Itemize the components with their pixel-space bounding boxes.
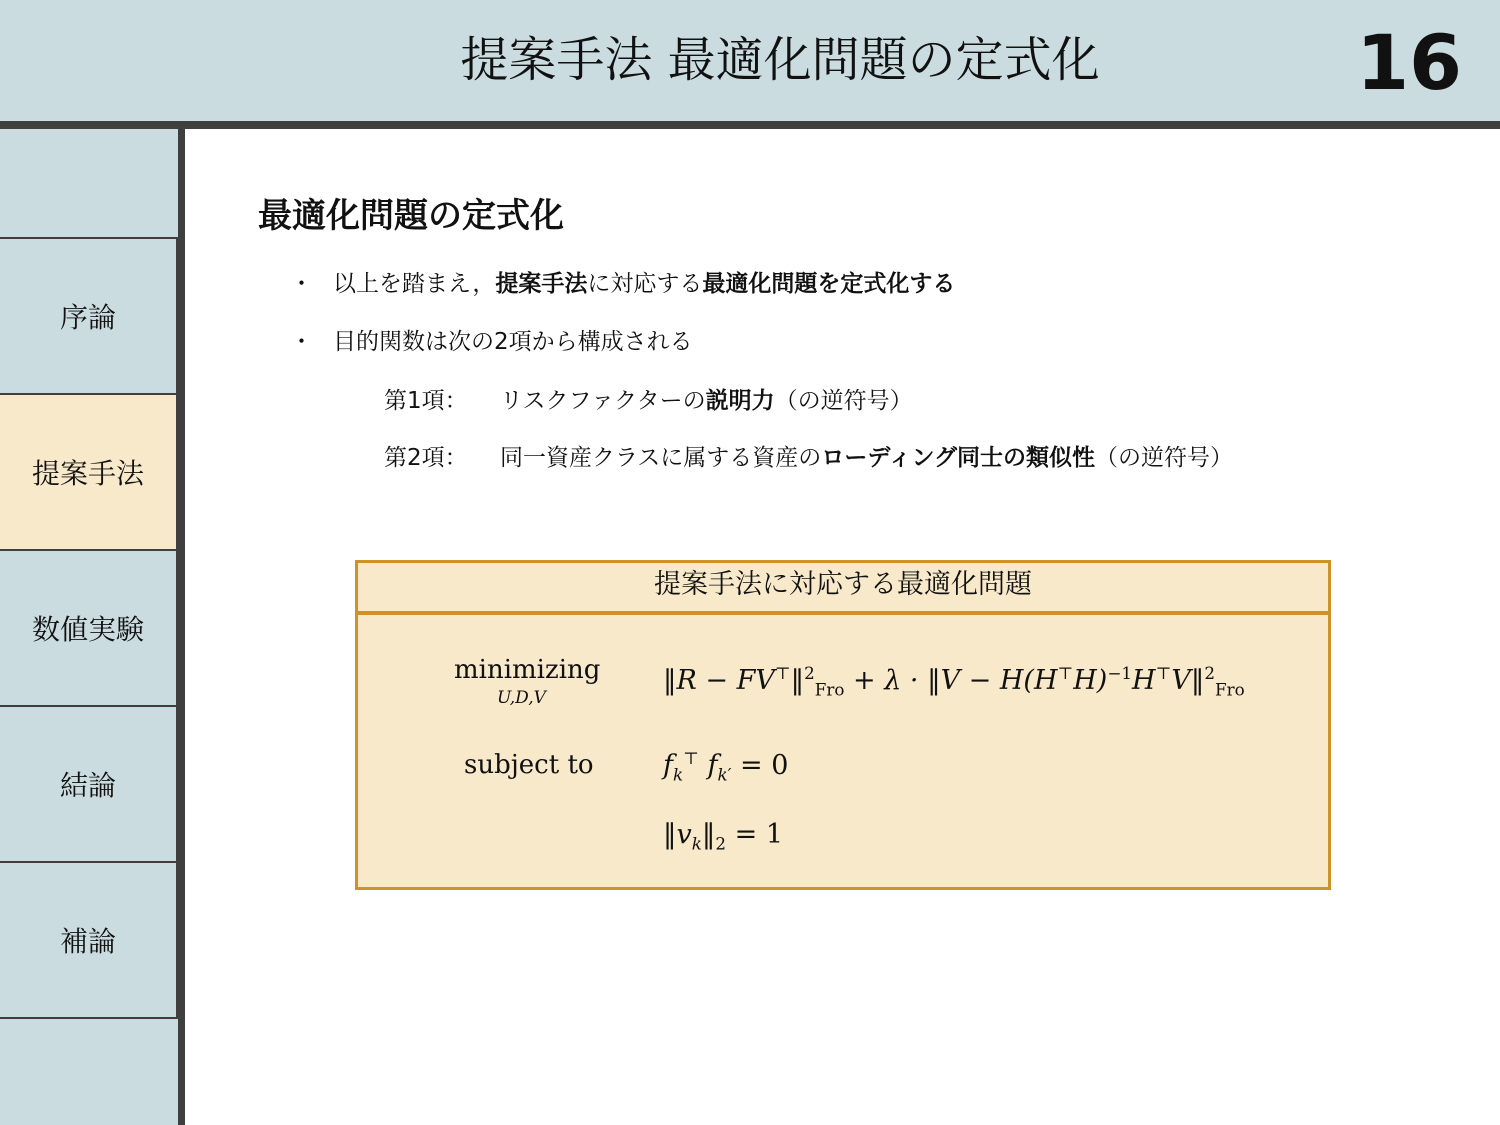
term-label: 第1項： xyxy=(384,388,468,414)
term-row xyxy=(384,441,1234,475)
orthogonality-constraint: $f_k^⊤$ $f_{k'} = 0$ xyxy=(663,748,789,785)
term-row xyxy=(384,384,913,418)
sidebar-item-proposed-method[interactable]: 提案手法 xyxy=(0,393,178,549)
header-divider xyxy=(0,121,1500,129)
optimization-problem-box xyxy=(355,560,1331,890)
slide-title: 提案手法 最適化問題の定式化 xyxy=(460,32,1100,88)
subject-to-label: subject to xyxy=(464,750,594,780)
bullet-text: 以上を踏まえ，提案手法に対応する最適化問題を定式化する xyxy=(333,271,956,297)
sidebar-item-conclusion[interactable]: 結論 xyxy=(0,705,178,861)
page-number: 16 xyxy=(1356,18,1462,107)
objective-function: ‖R − FV⊤‖$^2_{Fro}$ + λ · ‖V − $H(H^⊤H)^{-1}H^⊤V‖^2_{Fro}$ xyxy=(663,663,1245,700)
sidebar-divider xyxy=(178,129,185,1125)
box-title: 提案手法に対応する最適化問題 xyxy=(358,563,1328,615)
bullet-text: 目的関数は次の2項から構成される xyxy=(333,329,693,355)
bullet-marker: ・ xyxy=(290,329,313,355)
minimizing-label: minimizing xyxy=(454,655,601,685)
bullet-marker: ・ xyxy=(290,271,313,297)
term-description: 同一資産クラスに属する資産のローディング同士の類似性（の逆符号） xyxy=(500,445,1234,471)
term-label: 第2項： xyxy=(384,445,468,471)
sidebar-item-appendix[interactable]: 補論 xyxy=(0,861,178,1017)
sidebar-bottom-divider xyxy=(0,1017,178,1019)
norm-constraint: $‖v_k‖_2 = 1$ xyxy=(663,819,784,854)
term-description: リスクファクターの説明力（の逆符号） xyxy=(500,388,913,414)
minimizing-variables: U,D,V xyxy=(497,688,546,708)
sidebar-item-introduction[interactable]: 序論 xyxy=(0,237,178,393)
sidebar-item-experiments[interactable]: 数値実験 xyxy=(0,549,178,705)
section-heading: 最適化問題の定式化 xyxy=(258,196,564,236)
